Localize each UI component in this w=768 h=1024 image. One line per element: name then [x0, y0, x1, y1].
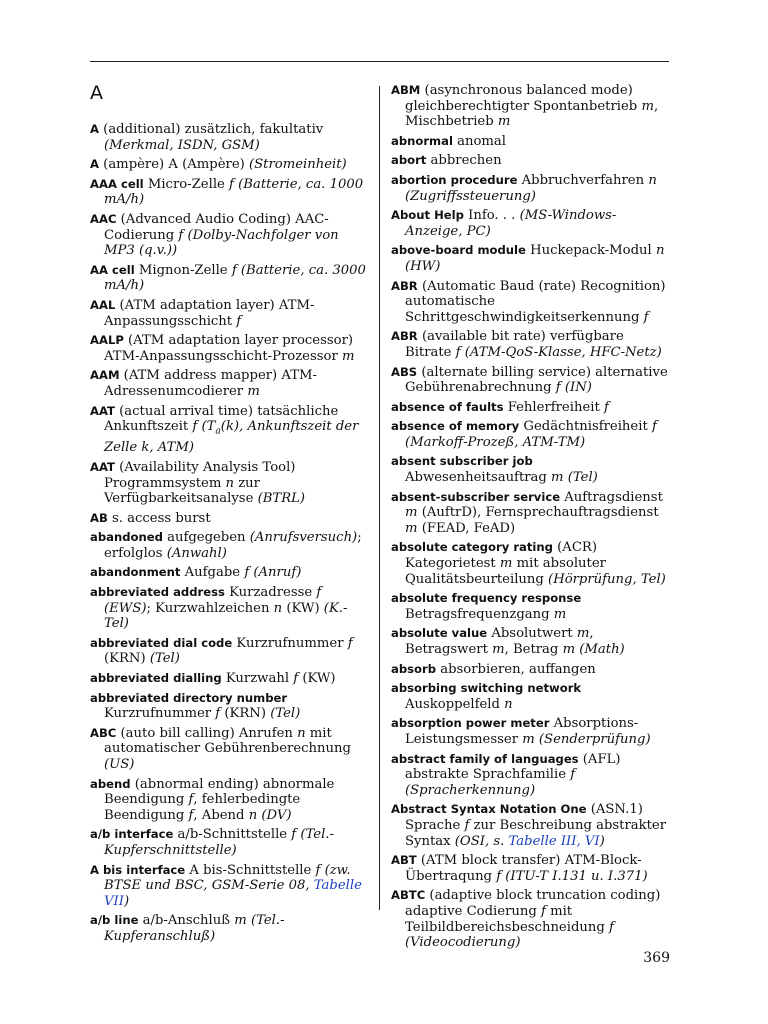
entry-text: , fehlerbedingte Beendigung	[104, 792, 301, 823]
dictionary-entry	[391, 662, 672, 678]
entry-headword: absorbing switching network	[391, 681, 582, 696]
entry-headword: AAL	[90, 297, 116, 312]
entry-text: Micro-Zelle	[143, 176, 230, 192]
entry-text: (KRN)	[220, 706, 271, 722]
entry-text: aufgegeben	[162, 530, 250, 546]
dictionary-entry	[90, 777, 366, 824]
entry-text: (ampère) A (Ampère)	[98, 157, 249, 173]
entry-label: f	[541, 903, 546, 919]
entry-label: (k), Ankunftszeit der Zelle k, ATM)	[104, 419, 359, 456]
entry-text: (actual arrival time) tatsächliche Ankunftszeit	[104, 403, 339, 435]
entry-headword: absorb	[391, 661, 437, 676]
entry-text: a/b-Schnittstelle	[173, 827, 292, 843]
dictionary-entry	[90, 263, 366, 294]
entry-text: s. access burst	[107, 510, 211, 526]
entry-headword: A	[90, 122, 99, 136]
entry-label: m	[405, 505, 418, 521]
entry-label: (Anrufsversuch)	[249, 530, 358, 546]
entry-label: m	[341, 348, 355, 364]
entry-headword: abstract family of languages	[391, 751, 579, 766]
entry-text: mit Teilbildbereichsbeschneidung	[405, 903, 610, 935]
entry-label: m (Tel)	[551, 470, 598, 486]
entry-text: , Abend	[193, 807, 249, 823]
top-rule	[90, 61, 669, 62]
entry-text: (AFL) abstrakte Sprachfamilie	[405, 751, 621, 783]
table-reference-link[interactable]: Tabelle VII	[104, 878, 362, 909]
entry-label: m	[405, 520, 418, 536]
entry-label: f	[236, 313, 242, 329]
dictionary-entry	[90, 298, 366, 329]
entry-headword: absent-subscriber service	[391, 489, 561, 504]
entry-headword: AAT	[90, 459, 115, 474]
dictionary-entry	[391, 153, 672, 169]
entry-headword: abbreviated directory number	[90, 690, 288, 705]
entry-text: abbrechen	[426, 153, 502, 169]
dictionary-entry	[391, 626, 672, 657]
dictionary-entry	[391, 888, 672, 950]
dictionary-entry	[90, 636, 366, 667]
entry-text: (ATM adaptation layer) ATM-Anpassungsschicht	[104, 297, 315, 329]
entry-label: (Merkmal, ISDN, GSM)	[104, 137, 260, 153]
entry-text: (ASN.1) Sprache	[405, 802, 643, 833]
entry-headword: AA cell	[90, 262, 135, 277]
entry-text: zur Verfügbarkeitsanalyse	[104, 475, 260, 507]
entry-label: f (Spracherkennung)	[405, 767, 576, 798]
entry-headword: ABT	[391, 853, 417, 868]
entry-headword: absolute category rating	[391, 540, 553, 555]
entry-label: f (Markoff-Prozeß, ATM-TM)	[405, 419, 657, 450]
entry-text: (Availability Analysis Tool) Programmsystem	[104, 459, 296, 491]
entry-text: Kurzwahl	[221, 671, 294, 687]
entry-text: (abnormal ending) abnormale Beendigung	[104, 776, 335, 808]
entry-text: (KW)	[298, 671, 336, 687]
entry-label: m (Tel.-Kupferanschluß)	[104, 913, 285, 944]
section-letter: A	[90, 82, 103, 104]
entry-headword: ABR	[391, 329, 418, 344]
entry-label: f (zw. BTSE und BSC, GSM-Serie 08,	[104, 862, 351, 894]
entry-headword: About Help	[391, 208, 464, 223]
dictionary-entry	[391, 591, 672, 622]
entry-text: Info. . .	[463, 208, 520, 224]
entry-text: a/b-Anschluß	[138, 913, 235, 929]
entry-headword: abnormal	[391, 133, 453, 148]
entry-text: Mignon-Zelle	[134, 262, 232, 278]
entry-text: (additional) zusätzlich, fakultativ	[98, 122, 324, 137]
entry-text: Huckepack-Modul	[525, 243, 656, 259]
entry-text: (ATM block transfer) ATM-Block-Übertraqung	[405, 853, 642, 884]
dictionary-entry	[90, 913, 366, 944]
entry-label: (Stromeinheit)	[248, 157, 347, 173]
entry-text: (Automatic Baud (rate) Recognition) automatische Schrittgeschwindigkeitserkennung	[405, 278, 666, 325]
dictionary-entry	[391, 681, 672, 712]
entry-headword: abend	[90, 776, 131, 791]
entry-headword: abbreviated dial code	[90, 635, 233, 650]
entry-label: (Hörprüfung, Tel)	[548, 571, 666, 587]
entry-headword: ABM	[391, 83, 421, 97]
dictionary-entry	[391, 419, 672, 450]
entry-label: )	[599, 833, 605, 849]
dictionary-entry	[90, 511, 366, 527]
dictionary-entry	[90, 863, 366, 910]
entry-headword: absorption power meter	[391, 716, 550, 731]
entry-text: absorbieren, auffangen	[436, 661, 596, 677]
dictionary-entry	[90, 726, 366, 773]
dictionary-entry	[391, 365, 672, 396]
entry-label: (BTRL)	[257, 491, 306, 507]
entry-label: f (IN)	[555, 380, 592, 396]
entry-text: mit absoluter Qualitätsbeurteilung	[405, 556, 606, 587]
entry-label: f	[188, 792, 194, 808]
entry-text: , Mischbetrieb	[405, 98, 659, 130]
entry-headword: absolute value	[391, 626, 488, 641]
dictionary-entry	[391, 208, 672, 239]
entry-label: f	[188, 807, 194, 823]
entry-text: (AuftrD), Fernsprechauftragsdienst	[417, 505, 659, 521]
dictionary-entry	[391, 716, 672, 747]
dictionary-entry	[391, 853, 672, 884]
entry-text: (FEAD, FeAD)	[417, 520, 516, 536]
entry-label: f	[293, 671, 299, 687]
entry-label: m	[492, 642, 505, 657]
entry-label: )	[123, 893, 130, 909]
entry-label: f (Batterie, ca. 3000 mA/h)	[104, 262, 366, 294]
entry-label: f (EWS)	[104, 585, 322, 616]
dictionary-entry	[391, 400, 672, 416]
entry-label: f (Tel.-Kupferschnittstelle)	[104, 827, 334, 858]
entry-headword: AAT	[90, 403, 115, 418]
entry-headword: A bis interface	[90, 862, 186, 877]
dictionary-entry	[90, 691, 366, 722]
entry-label: m	[553, 606, 567, 622]
entry-text: Absorptions-Leistungsmesser	[405, 716, 639, 747]
entry-headword: ABC	[90, 725, 117, 740]
dictionary-entry	[90, 460, 366, 507]
entry-label: n (HW)	[405, 243, 665, 274]
entry-headword: AB	[90, 510, 108, 525]
entry-label: (OSI, s.	[454, 833, 509, 849]
entry-label: m (Math)	[562, 642, 625, 657]
entry-headword: above-board module	[391, 243, 526, 258]
entry-text: (KRN)	[104, 651, 150, 667]
entry-label: m (Senderprüfung)	[522, 731, 651, 747]
dictionary-entry	[90, 404, 366, 456]
entry-headword: absence of faults	[391, 399, 504, 414]
entry-headword: ABS	[391, 364, 418, 379]
entry-label: n (Zugriffssteuerung)	[405, 172, 657, 204]
entry-subscript: a	[215, 426, 221, 437]
dictionary-entry	[90, 565, 366, 581]
entry-label: (Tel)	[149, 651, 180, 667]
entry-text: Auskoppelfeld	[405, 696, 505, 712]
entry-text: A bis-Schnittstelle	[185, 862, 316, 878]
entry-headword: AAA cell	[90, 176, 144, 191]
entry-label: f (Batterie, ca. 1000 mA/h)	[104, 176, 364, 208]
entry-text: ; Kurzwahlzeichen	[146, 600, 274, 616]
entry-label: n	[273, 600, 283, 616]
entry-label: n	[504, 696, 513, 712]
entry-headword: ABR	[391, 278, 418, 293]
entry-headword: abandoned	[90, 530, 163, 545]
entry-label: f (Anruf)	[244, 565, 302, 581]
dictionary-entry	[90, 827, 366, 858]
left-column	[90, 122, 366, 949]
entry-headword: a/b interface	[90, 827, 174, 842]
entry-text: zur Beschreibung abstrakter Syntax	[405, 817, 667, 849]
dictionary-entry	[90, 585, 366, 632]
dictionary-entry	[391, 540, 672, 587]
entry-text: Gedächtnisfreiheit	[519, 419, 652, 435]
entry-label: (MS-Windows-Anzeige, PC)	[405, 208, 617, 239]
entry-text: (alternate billing service) alternative Gebührenabrechnung	[405, 364, 668, 396]
dictionary-entry	[391, 83, 672, 130]
entry-label: (Tel)	[270, 706, 301, 722]
column-divider	[379, 86, 380, 910]
entry-text: (asynchronous balanced mode) gleichberechtigter Spontanbetrieb	[405, 83, 642, 114]
entry-headword: abortion procedure	[391, 172, 518, 187]
entry-text: Aufgabe	[180, 565, 245, 581]
entry-label: f (ITU-T I.131 u. I.371)	[496, 868, 648, 884]
entry-text: ; erfolglos	[104, 530, 362, 561]
entry-text: Auftragsdienst	[560, 489, 663, 505]
dictionary-entry	[391, 802, 672, 849]
entry-text: anomal	[452, 133, 507, 149]
entry-label: m	[499, 556, 513, 572]
dictionary-entry	[90, 530, 366, 561]
entry-label: n	[297, 725, 306, 741]
entry-headword: absent subscriber job	[391, 454, 533, 469]
entry-label: m	[641, 98, 654, 114]
entry-text: Kurzrufnummer	[232, 635, 348, 651]
dictionary-entry	[90, 333, 366, 364]
entry-label: m	[247, 383, 260, 399]
entry-headword: abort	[391, 153, 427, 168]
entry-text: (auto bill calling) Anrufen	[116, 725, 298, 741]
entry-headword: a/b line	[90, 913, 139, 928]
entry-text: (ACR) Kategorietest	[405, 540, 597, 572]
table-reference-link[interactable]: Tabelle III, VI	[508, 833, 600, 849]
page-number: 369	[643, 950, 670, 966]
entry-label: f	[347, 635, 353, 651]
dictionary-entry	[90, 157, 366, 173]
entry-label: f	[464, 817, 470, 833]
entry-headword: absence of memory	[391, 419, 520, 434]
dictionary-entry	[391, 490, 672, 537]
dictionary-entry	[391, 173, 672, 204]
entry-headword: abbreviated address	[90, 585, 225, 600]
entry-label: f (Dolby-Nachfolger von MP3 (q.v.))	[104, 227, 339, 259]
entry-text: (Advanced Audio Coding) AAC-Codierung	[104, 211, 329, 243]
dictionary-entry	[90, 212, 366, 259]
entry-label: f	[603, 399, 609, 415]
dictionary-entry	[90, 122, 366, 153]
entry-label: f (Videocodierung)	[405, 919, 614, 951]
dictionary-entry	[391, 243, 672, 274]
entry-text: (ATM address mapper) ATM-Adressenumcodierer	[104, 368, 317, 399]
entry-text: , Betragswert	[405, 626, 594, 657]
dictionary-entry	[90, 177, 366, 208]
entry-text: (KW)	[282, 600, 324, 616]
entry-label: (K.-Tel)	[104, 600, 348, 632]
entry-label: n	[225, 475, 235, 491]
entry-text: (adaptive block truncation coding) adaptive Codierung	[405, 888, 661, 919]
entry-text: Abbruchverfahren	[517, 172, 649, 188]
dictionary-entry	[391, 329, 672, 360]
entry-text: Kurzrufnummer	[104, 706, 216, 722]
dictionary-entry	[391, 134, 672, 150]
entry-text: Absolutwert	[487, 626, 577, 642]
entry-label: (Anwahl)	[166, 545, 227, 561]
dictionary-entry	[391, 454, 672, 485]
dictionary-entry	[391, 279, 672, 326]
dictionary-entry	[90, 671, 366, 687]
entry-headword: Abstract Syntax Notation One	[391, 802, 587, 817]
dictionary-entry	[90, 368, 366, 399]
entry-text: (ATM adaptation layer processor) ATM-Anpassungsschicht-Prozessor	[104, 333, 354, 364]
entry-label: (US)	[104, 757, 135, 773]
entry-label: f (T	[192, 419, 216, 435]
entry-label: f	[215, 706, 221, 722]
entry-text: Fehlerfreiheit	[503, 399, 604, 415]
right-column	[391, 83, 672, 955]
entry-headword: abandonment	[90, 565, 181, 580]
entry-label: m	[576, 626, 590, 642]
entry-headword: ABTC	[391, 888, 426, 903]
dictionary-entry	[391, 752, 672, 799]
entry-text: Kurzadresse	[224, 585, 317, 601]
entry-label: f	[643, 309, 649, 325]
entry-headword: absolute frequency response	[391, 591, 582, 606]
entry-headword: AAC	[90, 211, 117, 226]
entry-headword: AAM	[90, 368, 120, 383]
entry-text: Betragsfrequenzgang	[405, 606, 554, 622]
entry-text: , Betrag	[504, 642, 563, 657]
entry-headword: abbreviated dialling	[90, 671, 222, 686]
entry-label: f (ATM-QoS-Klasse, HFC-Netz)	[455, 344, 662, 360]
entry-text: Abwesenheitsauftrag	[405, 470, 552, 486]
entry-headword: AALP	[90, 333, 124, 348]
entry-label: m	[497, 114, 511, 130]
entry-headword: A	[90, 157, 99, 172]
entry-text: (available bit rate) verfügbare Bitrate	[405, 329, 624, 360]
entry-label: n (DV)	[248, 807, 292, 823]
entry-text: mit automatischer Gebührenberechnung	[104, 725, 351, 757]
